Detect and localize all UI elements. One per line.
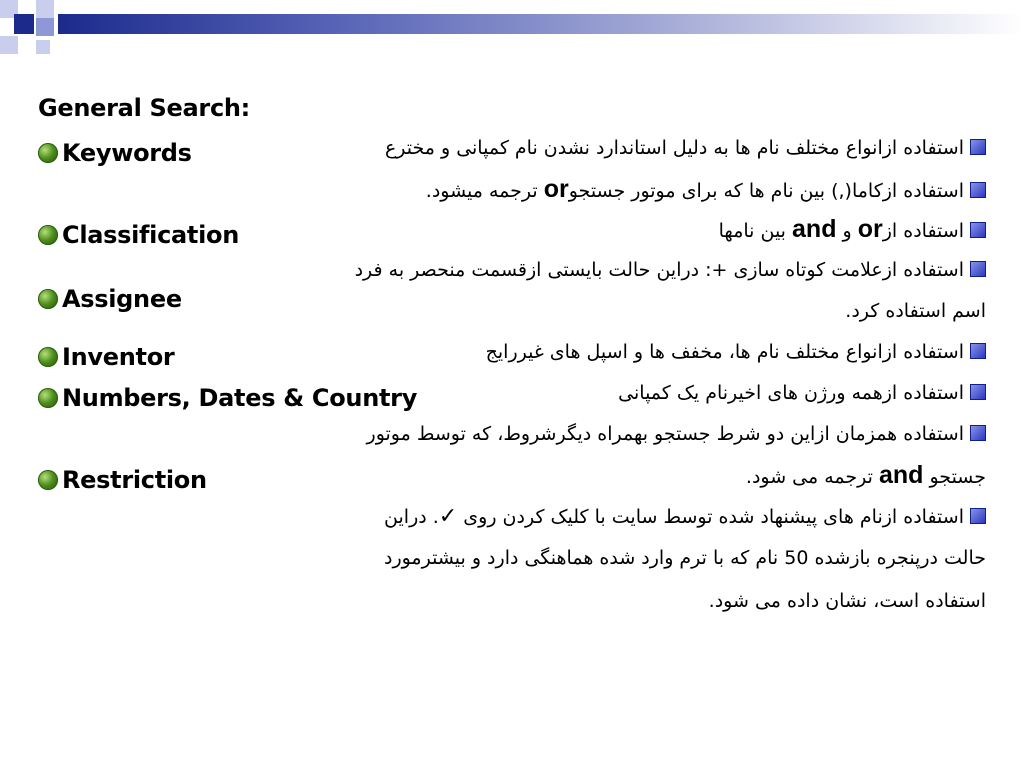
desc-inventor-line [486, 339, 986, 365]
operator-or: or [543, 175, 569, 203]
desc-text: استفاده است، نشان داده می شود. [708, 590, 986, 612]
desc-text: استفاده ازهمه ورژن های اخیرنام یک کمپانی [618, 382, 964, 404]
desc-text: اسم استفاده کرد. [845, 300, 986, 322]
square-bullet-icon [970, 222, 986, 238]
green-ball-bullet-icon [38, 470, 58, 490]
operator-or: or [857, 215, 883, 243]
desc-suggested-names-line-2 [384, 545, 986, 571]
green-ball-bullet-icon [38, 388, 58, 408]
header-gradient-bar [58, 14, 1024, 34]
list-item-label: Numbers, Dates & Country [62, 384, 418, 412]
desc-text: استفاده ازانواع مختلف نام ها به دلیل استاندارد نشدن نام کمپانی و مخترع [384, 137, 964, 159]
desc-suggested-names-line-3 [709, 588, 986, 614]
list-item-restriction [38, 466, 207, 494]
desc-classification-line [719, 216, 986, 244]
desc-comma-line [426, 176, 986, 204]
desc-text: و [842, 220, 852, 242]
list-item-inventor [38, 343, 174, 371]
desc-text: جستجو [929, 466, 986, 488]
list-item-classification [38, 221, 239, 249]
desc-keywords-line [385, 135, 986, 161]
list-item-label: Keywords [62, 139, 192, 167]
list-item-keywords [38, 139, 192, 167]
desc-text: استفاده همزمان ازاین دو شرط جستجو بهمراه دیگرشروط، که توسط موتور [366, 423, 964, 445]
desc-text: ترجمه می شود. [745, 466, 873, 488]
slide-heading: General Search: [38, 94, 250, 122]
square-bullet-icon [970, 261, 986, 277]
operator-and: and [792, 215, 837, 243]
desc-suggested-names-line [384, 504, 986, 530]
green-ball-bullet-icon [38, 225, 58, 245]
square-bullet-icon [970, 384, 986, 400]
list-item-label: Assignee [62, 285, 182, 313]
green-ball-bullet-icon [38, 143, 58, 163]
desc-truncation-line-2 [845, 298, 986, 324]
desc-combined-line [367, 421, 986, 447]
square-bullet-icon [970, 343, 986, 359]
square-bullet-icon [970, 182, 986, 198]
square-bullet-icon [970, 508, 986, 524]
operator-and: and [878, 461, 924, 489]
desc-text: استفاده ازنام های پیشنهاد شده توسط سایت با کلیک کردن روی [463, 506, 964, 528]
list-item-label: Inventor [62, 343, 175, 371]
green-ball-bullet-icon [38, 289, 58, 309]
checkmark-icon: ✓ [438, 504, 458, 529]
square-bullet-icon [970, 425, 986, 441]
list-item-label: Restriction [62, 466, 207, 494]
desc-truncation-line [355, 257, 986, 283]
desc-text: حالت درپنجره بازشده 50 نام که با ترم وارد شده هماهنگی دارد و بیشترمورد [383, 547, 986, 569]
desc-text: استفاده ازکاما(,) بین نام ها که برای موتور جستجو [568, 180, 964, 202]
list-item-label: Classification [62, 221, 239, 249]
list-item-assignee [38, 285, 182, 313]
desc-versions-line [618, 380, 986, 406]
desc-combined-line-2 [746, 462, 986, 490]
desc-text: . دراین [384, 506, 439, 528]
desc-text: ترجمه میشود. [425, 180, 538, 202]
square-bullet-icon [970, 139, 986, 155]
desc-text: بین نامها [718, 220, 786, 242]
list-item-numbers-dates-country [38, 384, 417, 412]
desc-text: استفاده ازعلامت کوتاه سازی +: دراین حالت بایستی ازقسمت منحصر به فرد [354, 259, 964, 281]
desc-text: استفاده ازانواع مختلف نام ها، مخفف ها و اسپل های غیررایج [485, 341, 964, 363]
green-ball-bullet-icon [38, 347, 58, 367]
desc-text: استفاده از [882, 220, 964, 242]
